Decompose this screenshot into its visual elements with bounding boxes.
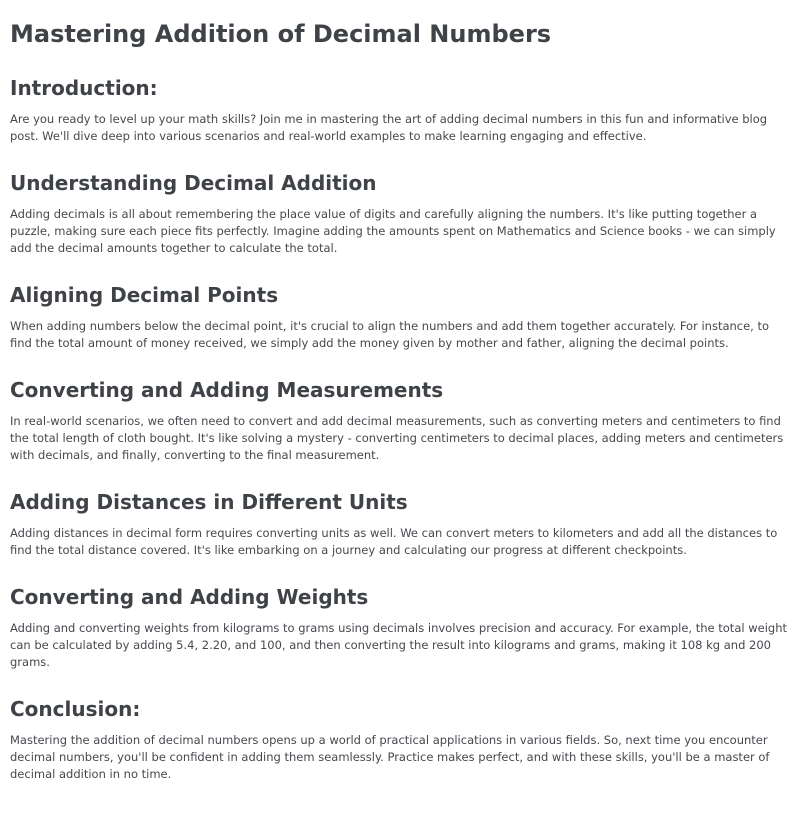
section-body: When adding numbers below the decimal point, it's crucial to align the numbers and add them together accurately. For instance, to find the total amount of money received, we simply add the money given by mother and father, aligning the decimal points. [10, 319, 770, 350]
section-aligning-decimal-points [10, 283, 791, 352]
section-body: Are you ready to level up your math skills? Join me in mastering the art of adding decimal numbers in this fun and informative blog post. We'll dive deep into various scenarios and real-world examples to make learning engaging and effective. [10, 112, 768, 143]
section-heading: Converting and Adding Weights [10, 585, 369, 609]
section-heading: Adding Distances in Different Units [10, 490, 408, 514]
section-converting-measurements [10, 378, 791, 464]
section-introduction [10, 76, 791, 145]
section-body: Adding and converting weights from kilograms to grams using decimals involves precision and accuracy. For example, the total weight can be calculated by adding 5.4, 2.20, and 100, and then converting the result into kilograms and grams, making it 108 kg and 200 grams. [10, 621, 787, 669]
section-adding-distances [10, 490, 791, 559]
section-understanding-decimal-addition [10, 171, 791, 257]
section-body: Mastering the addition of decimal numbers opens up a world of practical applications in various fields. So, next time you encounter decimal numbers, you'll be confident in adding them seamlessly. Practice makes perfect, and with these skills, you'll be a master of decimal addition in no time. [10, 733, 770, 781]
section-converting-weights [10, 585, 791, 671]
section-heading: Conclusion: [10, 697, 141, 721]
section-body: In real-world scenarios, we often need to convert and add decimal measurements, such as converting meters and centimeters to find the total length of cloth bought. It's like solving a mystery - converting centimeters to decimal places, adding meters and centimeters with decimals, and finally, converting to the final measurement. [10, 414, 784, 462]
section-body: Adding distances in decimal form requires converting units as well. We can convert meters to kilometers and add all the distances to find the total distance covered. It's like embarking on a journey and calculating our progress at different checkpoints. [10, 526, 778, 557]
section-heading: Converting and Adding Measurements [10, 378, 444, 402]
section-heading: Introduction: [10, 76, 158, 100]
section-heading: Aligning Decimal Points [10, 283, 279, 307]
page-title: Mastering Addition of Decimal Numbers [10, 20, 552, 48]
section-conclusion [10, 697, 791, 783]
section-heading: Understanding Decimal Addition [10, 171, 377, 195]
section-body: Adding decimals is all about remembering the place value of digits and carefully aligning the numbers. It's like putting together a puzzle, making sure each piece fits perfectly. Imagine adding the amounts spent on Mathematics and Science books - we can simply add the decimal amounts together to calculate the total. [10, 207, 776, 255]
